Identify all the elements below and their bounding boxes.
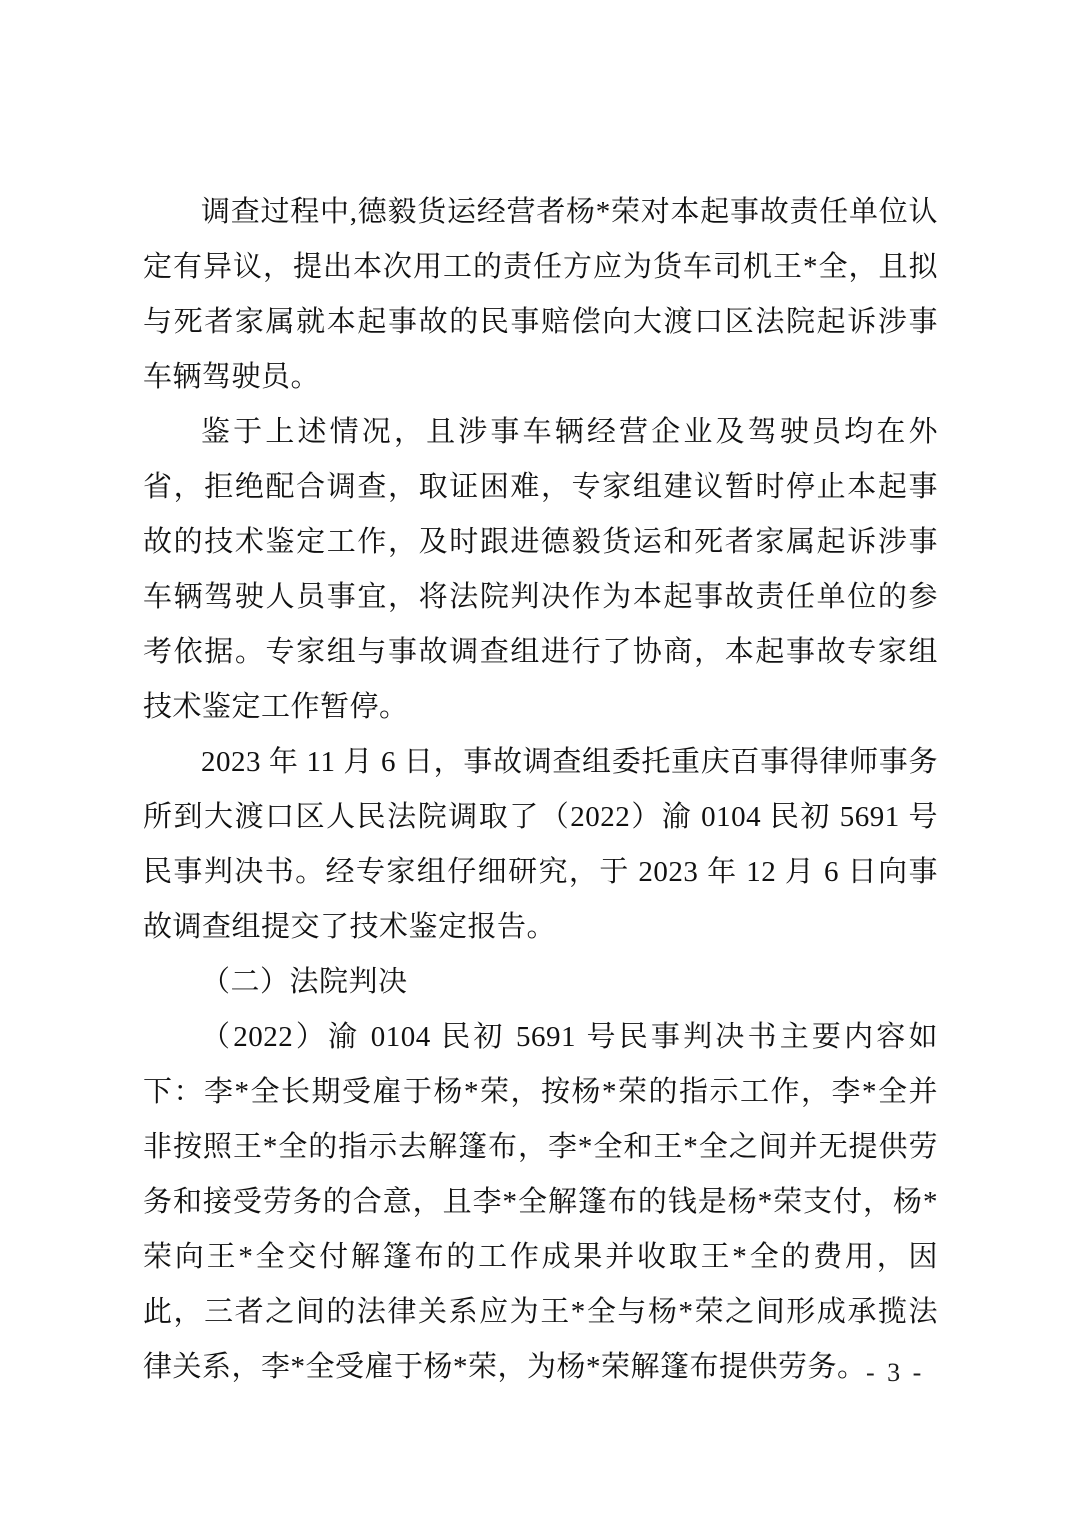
paragraph-investigation-objection: 调查过程中,德毅货运经营者杨*荣对本起事故责任单位认定有异议，提出本次用工的责任方应为货车司机王*全，且拟与死者家属就本起事故的民事赔偿向大渡口区法院起诉涉事车辆驾驶员。 [143, 196, 938, 393]
paragraph-judgment-retrieval: 2023 年 11 月 6 日，事故调查组委托重庆百事得律师事务所到大渡口区人民法院调取了（2022）渝 0104 民初 5691 号民事判决书。经专家组仔细研究，于 2023 年 12 月 6 日向事故调查组提交了技术鉴定报告。 [143, 746, 938, 943]
section-heading-court-judgment: （二）法院判决 [201, 966, 408, 998]
page-number: - 3 - [866, 1358, 925, 1387]
paragraph-judgment-content: （2022）渝 0104 民初 5691 号民事判决书主要内容如下：李*全长期受雇于杨*荣，按杨*荣的指示工作，李*全并非按照王*全的指示去解篷布，李*全和王*全之间并无提供劳务和接受劳务的合意，且李*全解篷布的钱是杨*荣支付，杨*荣向王*全交付解篷布的工作成果并收取王*全的费用，因此，三者之间的法律关系应为王*全与杨*荣之间形成承揽法律关系，李*全受雇于杨*荣，为杨*荣解篷布提供劳务。 [143, 1021, 938, 1383]
paragraph-appraisal-suspension: 鉴于上述情况，且涉事车辆经营企业及驾驶员均在外省，拒绝配合调查，取证困难，专家组建议暂时停止本起事故的技术鉴定工作，及时跟进德毅货运和死者家属起诉涉事车辆驾驶人员事宜，将法院判决作为本起事故责任单位的参考依据。专家组与事故调查组进行了协商，本起事故专家组技术鉴定工作暂停。 [143, 416, 938, 723]
document-body [143, 185, 938, 1395]
